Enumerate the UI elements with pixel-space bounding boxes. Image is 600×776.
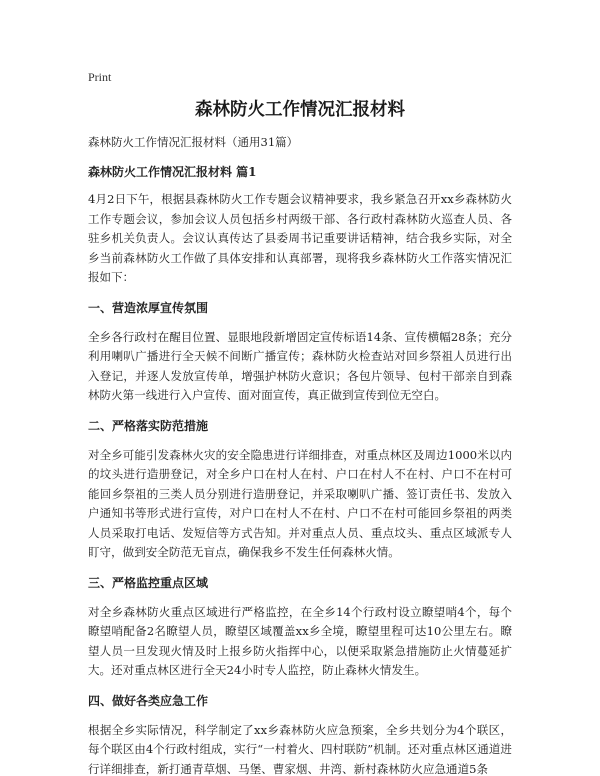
section-body-4: 根据全乡实际情况，科学制定了xx乡森林防火应急预案，全乡共划分为4个联区，每个联区由4个行政村组成，实行“一村着火、四村联防”机制。还对重点林区通道进行详细排查，新打通青草烟、马堡、曹家烟、井湾、新村森林防火应急通道5条 bbox=[88, 722, 512, 776]
section-heading-2: 二、严格落实防范措施 bbox=[88, 418, 209, 433]
section-heading-1: 一、营造浓厚宣传氛围 bbox=[88, 300, 209, 315]
document-subtitle: 森林防火工作情况汇报材料（通用31篇） bbox=[88, 135, 299, 149]
section-heading-3: 三、严格监控重点区域 bbox=[88, 575, 209, 590]
print-link[interactable]: Print bbox=[88, 70, 112, 84]
document-title: 森林防火工作情况汇报材料 bbox=[195, 100, 405, 120]
section-body-2: 对全乡可能引发森林火灾的安全隐患进行详细排查，对重点林区及周边1000米以内的坟头进行造册登记，对全乡户口在村人在村、户口在村人不在村、户口不在村可能回乡祭祖的三类人员分别进行造册登记，并采取喇叭广播、签订责任书、发放入户通知书等形式进行宣传，对户口在村人不在村、户口不在村可能回乡祭祖的两类人员采取打电话、发短信等方式告知。并对重点人员、重点坟头、重点区域派专人盯守，做到安全防范无盲点，确保我乡不发生任何森林火情。 bbox=[88, 447, 512, 559]
section-body-3: 对全乡森林防火重点区域进行严格监控，在全乡14个行政村设立瞭望哨4个，每个瞭望哨配备2名瞭望人员，瞭望区域覆盖xx乡全境，瞭望里程可达10公里左右。瞭望人员一旦发现火情及时上报乡防火指挥中心，以便采取紧急措施防止火情蔓延扩大。还对重点林区进行全天24小时专人监控，防止森林火情发生。 bbox=[88, 604, 512, 677]
section-heading-4: 四、做好各类应急工作 bbox=[88, 693, 209, 708]
section-body-1: 全乡各行政村在醒目位置、显眼地段新增固定宣传标语14条、宣传横幅28条；充分利用喇叭广播进行全天候不间断广播宣传；森林防火检查站对回乡祭祖人员进行出入登记，并逐人发放宣传单，增强护林防火意识；各包片领导、包村干部亲自到森林防火第一线进行入户宣传、面对面宣传，真正做到宣传到位无空白。 bbox=[88, 329, 512, 402]
intro-paragraph: 4月2日下午，根据县森林防火工作专题会议精神要求，我乡紧急召开xx乡森林防火工作专题会议，参加会议人员包括乡村两级干部、各行政村森林防火巡查人员、各驻乡机关负责人。会议认真传达了县委周书记重要讲话精神，结合我乡实际，对全乡当前森林防火工作做了具体安排和认真部署，现将我乡森林防火工作落实情况汇报如下： bbox=[88, 192, 512, 284]
article-heading: 森林防火工作情况汇报材料 篇1 bbox=[88, 165, 257, 179]
